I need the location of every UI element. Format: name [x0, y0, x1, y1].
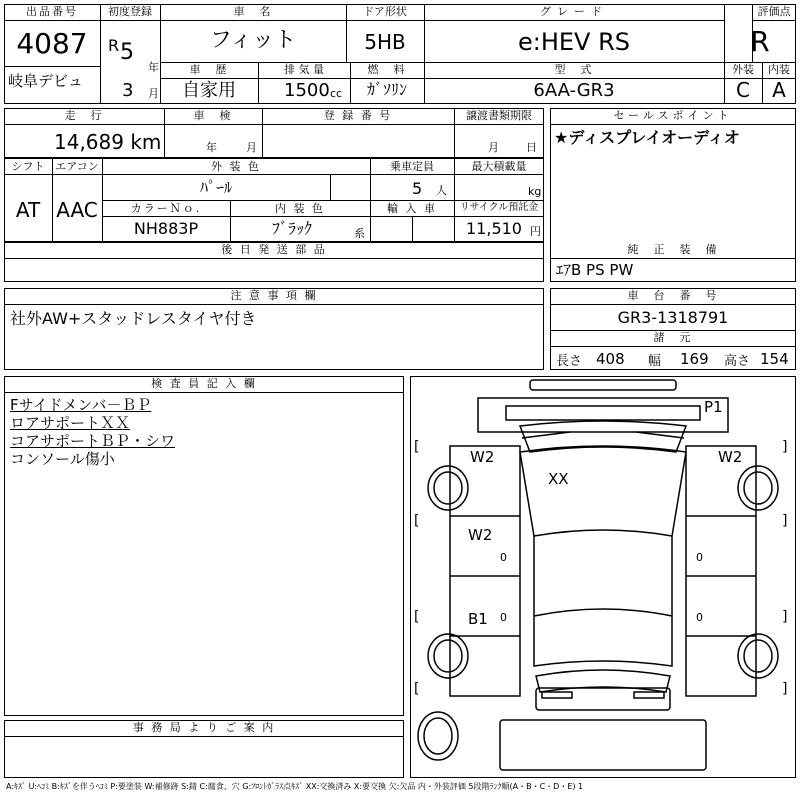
- load-unit: kg: [528, 185, 542, 198]
- ext-score: C: [736, 78, 750, 102]
- car-name-label: 車 名: [233, 5, 273, 18]
- mark-w2-door: W2: [468, 526, 493, 544]
- legend-text: A:ｷｽﾞ U:ﾍｺﾐ B:ｷｽﾞを伴うﾍｺﾐ P:要塗装 W:補修跡 S:錆 C:腐食、穴 G:ﾌﾛﾝﾄｶﾞﾗｽ点ｷｽﾞ XX:交換済み X:要交換 欠:欠品 内・外装評価 5段階ﾗﾝｸ順(A・B・C・D・E) 1: [6, 782, 584, 791]
- sales-text: ★ディスプレイオーディオ: [554, 128, 740, 147]
- load-label: 最大積載量: [471, 160, 527, 173]
- sales-label: セールスポイント: [613, 109, 733, 122]
- color-no-label: カラーＮｏ.: [130, 202, 202, 215]
- chassis-label: 車 台 番 号: [627, 289, 719, 302]
- transfer-month-unit: 月: [488, 141, 499, 154]
- dims-label: 諸 元: [653, 331, 693, 344]
- length: 408: [596, 350, 625, 368]
- door-label: ドア形状: [363, 5, 407, 18]
- shift-label: シフト: [11, 160, 45, 173]
- bracket-left: [: [414, 439, 420, 455]
- equipment-label: 純 正 装 備: [627, 243, 719, 256]
- bracket-right: ]: [782, 439, 788, 455]
- mark-zero: 0: [500, 551, 507, 564]
- ext-label: 外装: [732, 63, 754, 76]
- displacement: 1500: [284, 80, 330, 101]
- width-label: 幅: [648, 354, 662, 369]
- reg-era: R: [108, 36, 120, 55]
- fuel-label: 燃 料: [367, 63, 407, 76]
- bracket-right: ]: [782, 681, 788, 697]
- score: R: [750, 25, 770, 58]
- regno-label: 登 録 番 号: [323, 109, 393, 122]
- lot-label: 出品番号: [26, 5, 78, 18]
- mark-w2-right: W2: [718, 448, 743, 466]
- car-name: フィット: [209, 28, 297, 53]
- bracket-right: ]: [782, 513, 788, 529]
- mark-zero: 0: [696, 551, 703, 564]
- equipment: ｴｱB PS PW: [556, 261, 634, 279]
- insp-month-unit: 月: [246, 141, 257, 154]
- chassis-no: GR3-1318791: [617, 308, 729, 327]
- office-label: 事 務 局 よ り ご 案 内: [132, 721, 276, 734]
- model-label: 型 式: [554, 63, 594, 76]
- lot-number: 4087: [16, 27, 88, 60]
- int-score: A: [772, 78, 786, 102]
- reg-year: 5: [120, 40, 134, 65]
- notes-text: 社外AW+スタッドレスタイヤ付き: [10, 309, 257, 328]
- recycle-unit: 円: [530, 225, 541, 238]
- reg-month: 3: [122, 80, 134, 101]
- import-label: 輸 入 車: [387, 202, 437, 215]
- ac: AAC: [56, 198, 98, 222]
- bracket-left: [: [414, 681, 420, 697]
- model: 6AA-GR3: [533, 80, 615, 101]
- insp-year-unit: 年: [206, 141, 217, 154]
- bracket-left: [: [414, 609, 420, 625]
- disp-unit: cc: [330, 87, 343, 100]
- interior-label: 内 装 色: [275, 202, 325, 215]
- width: 169: [680, 350, 709, 368]
- height-label: 高さ: [724, 354, 751, 369]
- exterior-label: 外 装 色: [211, 160, 261, 173]
- score-label: 評価点: [757, 5, 791, 18]
- transfer-day-unit: 日: [526, 141, 537, 154]
- interior-unit: 系: [354, 227, 365, 240]
- reg-year-unit: 年: [148, 61, 159, 74]
- mark-p1: P1: [704, 398, 723, 416]
- mark-xx: XX: [548, 470, 569, 488]
- history-label: 車 歴: [189, 63, 229, 76]
- venue: 岐阜デビュ: [8, 72, 84, 90]
- inspector-label: 検 査 員 記 入 欄: [151, 377, 257, 390]
- capacity: 5: [412, 179, 423, 198]
- inspector-line: コンソール傷小: [10, 450, 115, 468]
- bracket-right: ]: [782, 609, 788, 625]
- interior-color: ﾌﾞﾗｯｸ: [271, 219, 312, 238]
- grade: e:HEV RS: [517, 28, 631, 56]
- bracket-left: [: [414, 513, 420, 529]
- shift: AT: [15, 198, 41, 222]
- notes-label: 注 意 事 項 欄: [230, 289, 318, 302]
- mark-zero: 0: [500, 611, 507, 624]
- mileage-label: 走 行: [64, 109, 104, 122]
- length-label: 長さ: [556, 354, 583, 369]
- disp-label: 排 気 量: [284, 63, 324, 76]
- color-no: NH883P: [133, 219, 199, 238]
- fuel: ｶﾞｿﾘﾝ: [366, 80, 407, 99]
- grade-label: グレード: [540, 5, 608, 18]
- door-type: 5HB: [364, 30, 406, 54]
- inspector-line: ロアサポートＸＸ: [10, 414, 131, 432]
- reg-month-unit: 月: [148, 87, 159, 100]
- exterior-color: ﾊﾟｰﾙ: [199, 178, 232, 197]
- car-diagram-svg: [410, 376, 796, 778]
- capacity-label: 乗車定員: [390, 160, 434, 173]
- reg-label: 初度登録: [108, 5, 152, 18]
- height: 154: [760, 350, 789, 368]
- inspection-label: 車 検: [193, 109, 233, 122]
- mark-b1: B1: [468, 610, 488, 628]
- recycle-label: リサイクル預託金: [459, 202, 539, 213]
- recycle-fee: 11,510: [466, 219, 522, 238]
- history: 自家用: [182, 80, 236, 101]
- inspector-notes: [10, 396, 175, 468]
- inspector-line: コアサポートＢＰ・シワ: [10, 432, 176, 450]
- int-label: 内装: [768, 63, 790, 76]
- later-parts-label: 後 日 発 送 部 品: [221, 243, 327, 256]
- mark-zero: 0: [696, 611, 703, 624]
- transfer-label: 譲渡書類期限: [466, 109, 532, 122]
- ac-label: エアコン: [55, 160, 99, 173]
- mileage: 14,689 km: [54, 130, 162, 154]
- mark-w2-left: W2: [470, 448, 495, 466]
- capacity-unit: 人: [436, 184, 447, 197]
- inspector-line: Fサイドメンバ－ＢＰ: [10, 396, 152, 414]
